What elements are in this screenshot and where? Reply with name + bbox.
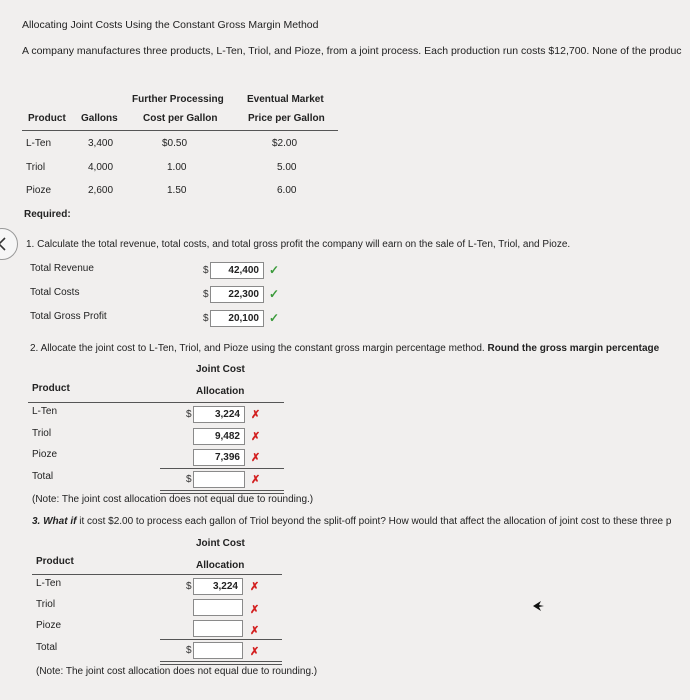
q2-row-label: Triol: [32, 428, 52, 439]
q3-pioze-input[interactable]: [193, 620, 243, 637]
q3-total-input[interactable]: [193, 642, 243, 659]
q2-header-allocation: Allocation: [196, 386, 245, 397]
q3-header-product: Product: [36, 556, 74, 567]
question-1-text: 1. Calculate the total revenue, total costs, and total gross profit the company will earn on the sale of L-Ten, Triol, and Pioze.: [26, 239, 571, 250]
q2-header-joint-cost: Joint Cost: [196, 364, 245, 375]
col-em-header-1: Eventual Market: [247, 94, 324, 105]
dollar-sign: $: [186, 474, 192, 485]
x-icon: ✗: [250, 581, 260, 593]
total-gross-profit-label: Total Gross Profit: [30, 311, 107, 322]
total-revenue-input[interactable]: 42,400: [210, 262, 264, 279]
row-gallons: 3,400: [88, 138, 114, 149]
dollar-sign: $: [203, 265, 209, 276]
required-label: Required:: [24, 209, 71, 220]
q3-row-label: L-Ten: [36, 578, 62, 589]
chevron-left-icon: [0, 229, 17, 259]
q2-pioze-input[interactable]: 7,396: [193, 449, 245, 466]
q2-note: (Note: The joint cost allocation does not equal due to rounding.): [32, 494, 314, 505]
q3-double-rule-1: [160, 661, 282, 662]
q3-row-label: Triol: [36, 599, 56, 610]
row-fp-cost: 1.00: [167, 162, 187, 173]
q3-row-label: Pioze: [36, 620, 62, 631]
total-gross-profit-input[interactable]: 20,100: [210, 310, 264, 327]
row-product: L-Ten: [26, 138, 52, 149]
dollar-sign: $: [186, 409, 192, 420]
mouse-cursor-icon: [532, 599, 546, 613]
x-icon: ✗: [250, 646, 260, 658]
q2-triol-input[interactable]: 9,482: [193, 428, 245, 445]
row-price: 5.00: [277, 162, 297, 173]
q3-header-joint-cost: Joint Cost: [196, 538, 245, 549]
total-revenue-label: Total Revenue: [30, 263, 94, 274]
q2-row-label: Total: [32, 471, 54, 482]
check-icon: ✓: [269, 311, 280, 325]
row-product: Pioze: [26, 185, 52, 196]
col-em-header-2: Price per Gallon: [248, 113, 325, 124]
row-gallons: 4,000: [88, 162, 114, 173]
check-icon: ✓: [269, 263, 280, 277]
x-icon: ✗: [250, 604, 260, 616]
q2-row-label: Pioze: [32, 449, 58, 460]
q3-row-label: Total: [36, 642, 58, 653]
row-price: 6.00: [277, 185, 297, 196]
col-gallons-header: Gallons: [81, 113, 118, 124]
x-icon: ✗: [250, 625, 260, 637]
total-costs-input[interactable]: 22,300: [210, 286, 264, 303]
q3-note: (Note: The joint cost allocation does not equal due to rounding.): [36, 666, 318, 677]
prev-arrow-button[interactable]: [0, 228, 18, 260]
q2-row-label: L-Ten: [32, 406, 58, 417]
intro-text: A company manufactures three products, L-Ten, Triol, and Pioze, from a joint process. Each production run costs $12,700. None of the produc: [22, 45, 682, 57]
q2-total-rule: [160, 468, 284, 469]
row-gallons: 2,600: [88, 185, 114, 196]
question-3-plain: it cost $2.00 to process each gallon of Triol beyond the split-off point? How would that affect the allocation of joint cost to these three p: [76, 516, 672, 527]
question-2-bold: Round the gross margin percentage: [487, 343, 660, 354]
row-fp-cost: $0.50: [162, 138, 188, 149]
question-3-bold: 3. What if: [32, 516, 77, 527]
total-costs-label: Total Costs: [30, 287, 80, 298]
dollar-sign: $: [203, 289, 209, 300]
question-2-plain: 2. Allocate the joint cost to L-Ten, Triol, and Pioze using the constant gross margin percentage method.: [30, 343, 488, 354]
row-price: $2.00: [272, 138, 298, 149]
q3-triol-input[interactable]: [193, 599, 243, 616]
x-icon: ✗: [251, 474, 261, 486]
col-fp-header-1: Further Processing: [132, 94, 224, 105]
col-fp-header-2: Cost per Gallon: [143, 113, 218, 124]
q2-total-input[interactable]: [193, 471, 245, 488]
x-icon: ✗: [251, 452, 261, 464]
q2-lten-input[interactable]: 3,224: [193, 406, 245, 423]
q3-header-allocation: Allocation: [196, 560, 245, 571]
x-icon: ✗: [251, 409, 261, 421]
q3-total-rule: [160, 639, 282, 640]
question-3-text: [32, 516, 671, 527]
question-2-text: [30, 343, 659, 354]
x-icon: ✗: [251, 431, 261, 443]
q3-header-rule: [32, 574, 282, 575]
col-product-header: Product: [28, 113, 66, 124]
q3-double-rule-2: [160, 664, 282, 665]
dollar-sign: $: [186, 645, 192, 656]
q2-header-rule: [28, 402, 284, 403]
check-icon: ✓: [269, 287, 280, 301]
dollar-sign: $: [186, 581, 192, 592]
row-fp-cost: 1.50: [167, 185, 187, 196]
page-title: Allocating Joint Costs Using the Constant Gross Margin Method: [22, 19, 319, 31]
q2-header-product: Product: [32, 383, 70, 394]
dollar-sign: $: [203, 313, 209, 324]
q2-double-rule-1: [160, 490, 284, 491]
row-product: Triol: [26, 162, 46, 173]
table-header-rule: [22, 130, 338, 131]
q3-lten-input[interactable]: 3,224: [193, 578, 243, 595]
